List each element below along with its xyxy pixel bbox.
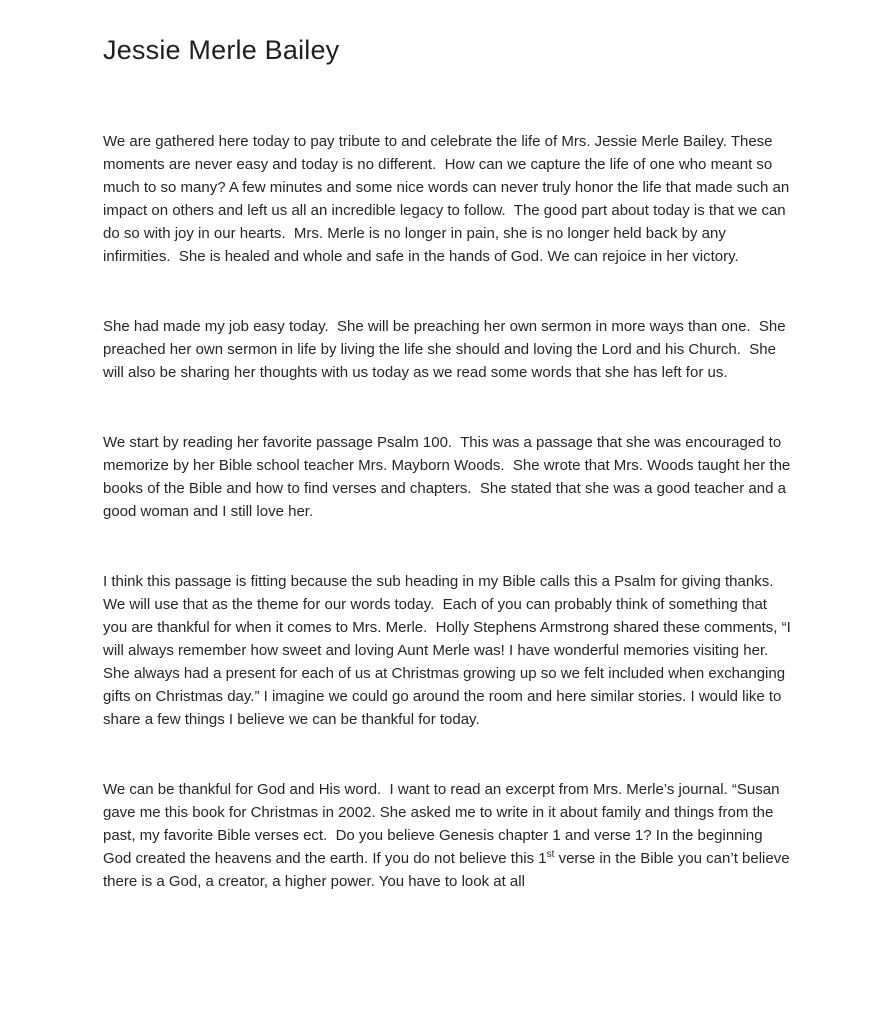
paragraph-4: I think this passage is fitting because the sub heading in my Bible calls this a Psalm for giving thanks. We will use that as the theme for our words today. Each of you can probably think of something that you are thankful for when it comes to Mrs. Merle. Holly Stephens Armstrong shared these comments, “I will always remember how sweet and loving Aunt Merle was! I have wonderful memories visiting her. She always had a present for each of us at Christmas growing up so we felt included when exchanging gifts on Christmas day.” I imagine we could go around the room and here similar stories. I would like to share a few things I believe we can be thankful for today. bbox=[103, 572, 795, 728]
paragraph-3: We start by reading her favorite passage Psalm 100. This was a passage that she was encouraged to memorize by her Bible school teacher Mrs. Mayborn Woods. She wrote that Mrs. Woods taught her the books of the Bible and how to find verses and chapters. She stated that she was a good teacher and a good woman and I still love her. bbox=[103, 433, 795, 520]
document-title: Jessie Merle Bailey bbox=[103, 35, 340, 65]
paragraph-1: We are gathered here today to pay tribute to and celebrate the life of Mrs. Jessie Merle Bailey. These moments are never easy and today is no different. How can we capture the life of one who meant so much to so many? A few minutes and some nice words can never truly honor the life that made such an impact on others and left us all an incredible legacy to follow. The good part about today is that we can do so with joy in our hearts. Mrs. Merle is no longer in pain, she is no longer held back by any infirmities. She is healed and whole and safe in the hands of God. We can rejoice in her victory. bbox=[103, 132, 794, 265]
paragraph-5 bbox=[103, 778, 793, 893]
superscript-ordinal-st: st bbox=[546, 848, 555, 860]
paragraph-5-text-after-superscript: verse in the Bible you can’t believe there is a God, a creator, a higher power. You have to look at all bbox=[103, 849, 794, 890]
paragraph-2: She had made my job easy today. She will be preaching her own sermon in more ways than one. She preached her own sermon in life by living the life she should and loving the Lord and his Church. She will also be sharing her thoughts with us today as we read some words that she has left for us. bbox=[103, 317, 790, 381]
paragraph-5-text-before-superscript: We can be thankful for God and His word. I want to read an excerpt from Mrs. Merle’s journal. “Susan gave me this book for Christmas in 2002. She asked me to write in it about family and things from the past, my favorite Bible verses ect. Do you believe Genesis chapter 1 and verse 1? In the beginning God created the heavens and the earth. If you do not believe this 1 bbox=[103, 780, 784, 867]
